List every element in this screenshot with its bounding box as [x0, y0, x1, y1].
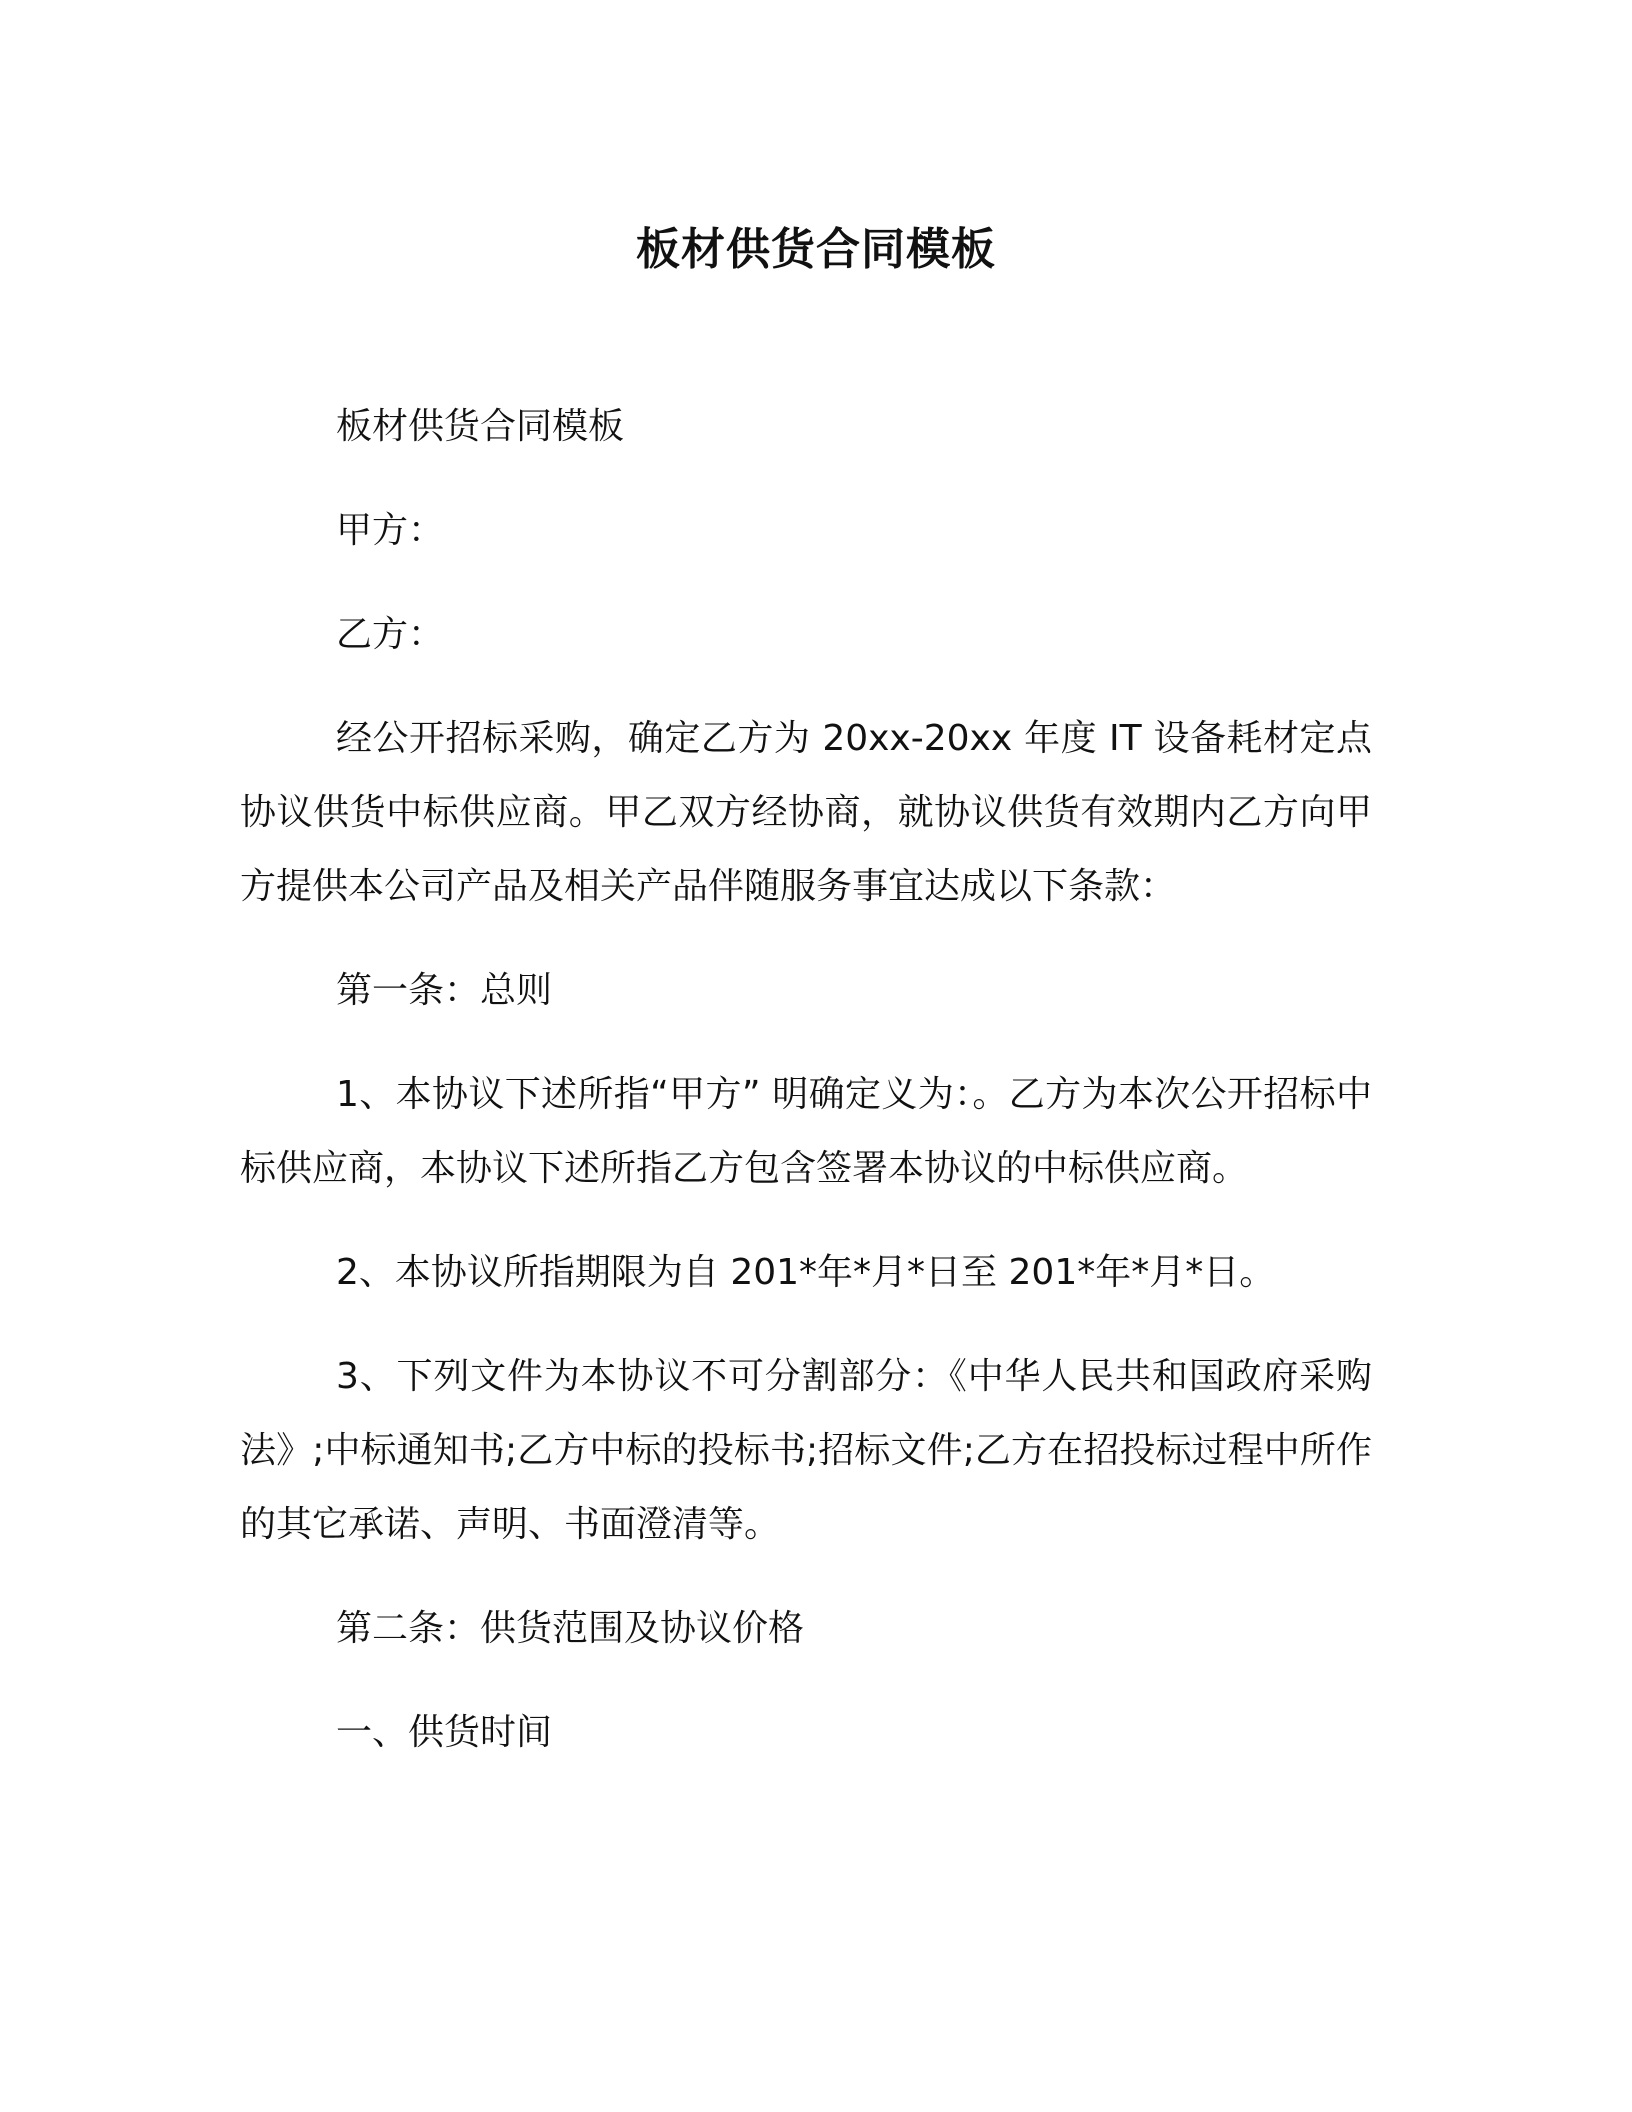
- paragraph-party-b: 乙方：: [336, 614, 445, 655]
- paragraph-article-2-heading: 第二条：供货范围及协议价格: [336, 1608, 805, 1649]
- paragraph-party-a: 甲方：: [336, 510, 445, 551]
- paragraph-clause-1: 1、本协议下述所指“甲方” 明确定义为：。乙方为本次公开招标中标供应商，本协议下述所指乙方包含签署本协议的中标供应商。: [240, 1074, 1372, 1189]
- paragraph-preamble: 经公开招标采购，确定乙方为 20xx-20xx 年度 IT 设备耗材定点协议供货中标供应商。甲乙双方经协商，就协议供货有效期内乙方向甲方提供本公司产品及相关产品伴随服务事宜达成以下条款：: [240, 718, 1372, 907]
- document-body: [240, 390, 1372, 1800]
- paragraph-supply-time: 一、供货时间: [336, 1712, 553, 1753]
- paragraph-clause-3: 3、下列文件为本协议不可分割部分：《中华人民共和国政府采购法》;中标通知书;乙方中标的投标书;招标文件;乙方在招投标过程中所作的其它承诺、声明、书面澄清等。: [240, 1356, 1372, 1545]
- paragraph-subtitle: 板材供货合同模板: [336, 406, 625, 447]
- document-title: 板材供货合同模板: [636, 224, 996, 275]
- paragraph-clause-2: 2、本协议所指期限为自 201*年*月*日至 201*年*月*日。: [336, 1252, 1276, 1293]
- paragraph-article-1-heading: 第一条：总则: [336, 970, 553, 1011]
